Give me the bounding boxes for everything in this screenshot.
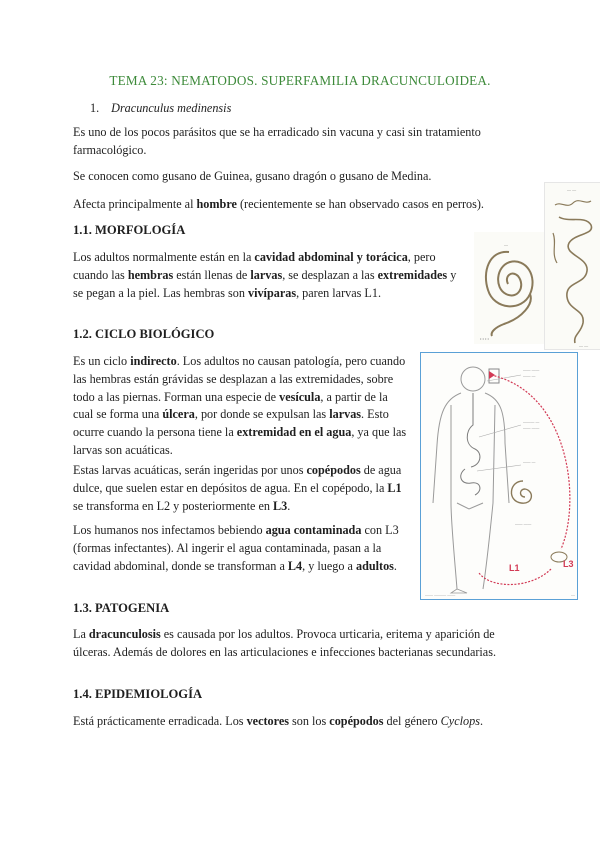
larva-l3-label: L3 — [563, 559, 574, 569]
bold: vesícula — [279, 389, 321, 404]
text: . Los adultos no causan patología, pero cuando las hembras están grávidas se desplazan a las extremidades, sobre todo a las piernas. Forman una especie de — [73, 354, 406, 404]
text: , ya que las larvas son acuáticas. — [73, 425, 407, 457]
text: Los humanos nos infectamos bebiendo — [73, 523, 266, 537]
svg-text:—: — — [571, 592, 575, 597]
ciclo-paragraph-1 — [73, 353, 409, 460]
bold: agua contaminada — [265, 523, 362, 537]
subheading-text: Dracunculus medinensis — [111, 101, 232, 115]
ciclo-paragraph-2 — [73, 462, 409, 515]
patogenia-paragraph — [73, 626, 533, 662]
bold: L3 — [273, 498, 288, 513]
intro-bold: hombre — [196, 197, 237, 211]
text: Está prácticamente erradicada. Los — [73, 714, 247, 728]
elongated-worms-svg — [545, 183, 600, 349]
subheading-number: 1. — [90, 101, 100, 115]
text: , pero cuando las — [73, 250, 436, 282]
bold: extremidades — [377, 267, 448, 282]
intro-text: Afecta principalmente al — [73, 197, 197, 211]
text: . — [287, 498, 291, 513]
text: están llenas de — [173, 267, 251, 282]
text: del género — [383, 714, 441, 728]
svg-text:• • • •: • • • • — [480, 336, 489, 341]
life-cycle-illustration — [420, 352, 578, 600]
bold: L4 — [287, 558, 303, 573]
bold: extremidad en el agua — [236, 425, 352, 440]
text: Es un ciclo — [73, 354, 131, 368]
svg-text:—— ——: —— —— — [523, 368, 540, 372]
life-cycle-svg — [421, 353, 577, 599]
morfologia-heading: 1.1. MORFOLOGÍA — [73, 223, 186, 237]
text: son los — [288, 714, 330, 728]
intro-text: (recientemente se han observado casos en perros). — [236, 197, 484, 211]
svg-text:—— ——: —— —— — [523, 426, 540, 430]
text: , a partir de la cual se forma una — [73, 389, 388, 422]
bold: larvas — [250, 267, 283, 282]
svg-text:—— —: —— — — [523, 374, 536, 378]
ciclo-paragraph-3 — [73, 522, 409, 575]
svg-text:— —: — — — [567, 187, 577, 192]
text: con L3 (formas infectantes). Al ingerir el agua contaminada, pasan a la cavidad abdominal, donde se transforman a — [73, 523, 399, 573]
svg-text:—— ——— ——: —— ——— —— — [425, 592, 456, 597]
intro-paragraph-1: Es uno de los pocos parásitos que se ha erradicado sin vacuna y casi sin tratamiento farmacológico. — [73, 125, 481, 157]
svg-text:— —: — — — [579, 343, 589, 348]
document-title: TEMA 23: NEMATODOS. SUPERFAMILIA DRACUNCULOIDEA. — [109, 73, 491, 88]
text: , se desplazan a las — [282, 267, 378, 282]
bold: dracunculosis — [88, 627, 161, 641]
text: , paren larvas L1. — [296, 285, 382, 300]
text: . Esto ocurre cuando la persona tiene la — [73, 407, 389, 440]
bold: cavidad abdominal y torácica — [254, 250, 408, 264]
bold: vivíparas — [247, 285, 297, 300]
elongated-worms-illustration — [544, 182, 600, 350]
svg-text:——— —: ——— — — [523, 420, 540, 424]
coiled-worm-illustration — [474, 232, 544, 344]
text: . — [393, 558, 397, 573]
bold: hembras — [127, 267, 174, 282]
text: , por donde se expulsan las — [194, 407, 330, 422]
text: de agua dulce, que suelen estar en depósitos de agua. En el copépodo, la — [73, 463, 402, 495]
epidemiologia-heading: 1.4. EPIDEMIOLOGÍA — [73, 687, 203, 701]
text: Los adultos normalmente están en la — [73, 250, 255, 264]
text: . — [479, 714, 483, 728]
intro-paragraph-2: Se conocen como gusano de Guinea, gusano dragón o gusano de Medina. — [73, 169, 432, 183]
text: se transforma en L2 y posteriormente en — [73, 498, 274, 513]
text: Estas larvas acuáticas, serán ingeridas por unos — [73, 463, 307, 477]
text: y se pegan a la piel. Las hembras son — [73, 267, 457, 300]
bold: L1 — [387, 480, 402, 495]
svg-text:—— —: —— — — [523, 460, 536, 464]
text: es causada por los adultos. Provoca urticaria, eritema y aparición de úlceras. Además de dolores en las articulaciones e infecciones bacterianas secundarias. — [73, 627, 496, 659]
epidemiologia-paragraph — [73, 713, 543, 731]
bold: larvas — [329, 407, 362, 422]
patogenia-heading: 1.3. PATOGENIA — [73, 601, 170, 615]
intro-paragraph-3 — [73, 196, 543, 214]
bold: adultos — [355, 558, 394, 573]
text: , y luego a — [302, 558, 356, 573]
morfologia-paragraph — [73, 249, 469, 302]
ciclo-heading: 1.2. CICLO BIOLÓGICO — [73, 327, 215, 341]
bold: úlcera — [162, 407, 195, 422]
bold: indirecto — [130, 354, 177, 368]
bold: copépodos — [306, 463, 361, 477]
bold: vectores — [246, 714, 289, 728]
svg-text:—— ——: —— —— — [515, 522, 532, 526]
text: La — [73, 627, 89, 641]
italic: Cyclops — [440, 714, 480, 728]
coiled-worm-svg — [474, 232, 544, 344]
svg-text:—: — — [504, 242, 508, 247]
larva-l1-label: L1 — [509, 563, 520, 573]
bold: copépodos — [329, 714, 384, 728]
species-subheading — [90, 101, 231, 116]
